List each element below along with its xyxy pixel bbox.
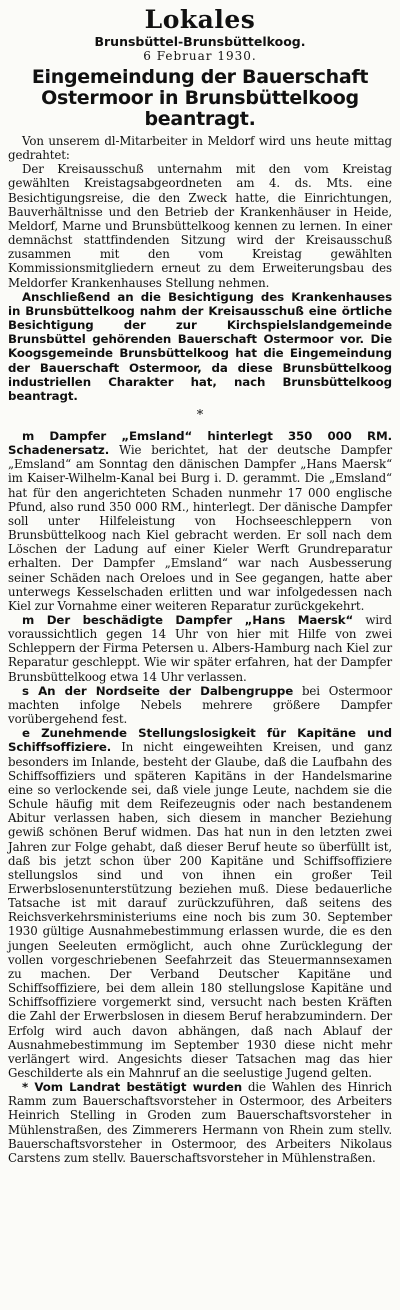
news-item — [8, 1080, 392, 1165]
article-paragraph — [8, 162, 392, 289]
news-item-lead: * Vom Landrat bestätigt wurden — [22, 1080, 243, 1095]
news-item-lead: m Der beschädigte Dampfer „Hans Maersk“ — [22, 613, 354, 627]
paragraph-lead: Anschließend an die Besichtigung des Krankenhauses in Brunsbüttelkoog nahm der Kreisausschuß eine örtliche Besichtigung der zur Kirchspielslandgemeinde Brunsbüttel gehörenden Bauerschaft Ostermoor vor. Die Koogsgemeinde Brunsbüttelkoog hat die Eingemeindung der Bauerschaft Ostermoor, da diese Brunsbüttelkoog industriellen Charakter hat, nach Brunsbüttelkoog beantragt. — [8, 289, 392, 403]
paragraph-text: Von unserem dl-Mitarbeiter in Meldorf wird uns heute mittag gedrahtet: — [8, 134, 392, 163]
news-item-text: wird voraussichtlich gegen 14 Uhr von hier mit Hilfe von zwei Schleppern der Firma Petersen u. Albers-Hamburg nach Kiel zur Reparatur geschleppt. Wie wir später erfahren, hat der Dampfer Brunsbüttelkoog etwa 14 Uhr verlassen. — [8, 613, 392, 684]
section-masthead: Lokales — [144, 5, 256, 34]
news-item-text: die Wahlen des Hinrich Ramm zum Bauerschaftsvorsteher in Ostermoor, des Arbeiters Heinrich Stelling in Groden zum Bauerschaftsvorsteher in Mühlenstraßen, des Zimmerers Hermann von Rhein zum stellv. Bauerschaftsvorsteher in Ostermoor, des Arbeiters Nikolaus Carstens zum stellv. Bauerschaftsvorsteher in Mühlenstraßen. — [8, 1080, 392, 1165]
news-item — [8, 613, 392, 684]
news-item — [8, 684, 392, 726]
section-separator: * — [196, 407, 204, 423]
news-item-text: In nicht eingeweihten Kreisen, und ganz besonders im Inlande, besteht der Glaube, daß die Laufbahn des Schiffsoffiziers und späteren Kapitäns in der Handelsmarine eine so verlockende sei, daß viele junge Leute, nachdem sie die Schule häufig mit dem Reifezeugnis oder nach bestandenem Abitur verlassen haben, sich diesem in mancher Beziehung gewiß schönen Beruf widmen. Das hat nun in den letzten zwei Jahren zur Folge gehabt, daß dieser Beruf heute so überfüllt ist, daß bis jetzt schon über 200 Kapitäne und Schiffsoffiziere stellungslos sind und von ihnen ein großer Teil Erwerbslosenunterstützung beziehen muß. Diese bedauerliche Tatsache ist mit darauf zurückzuführen, daß seitens des Reichsverkehrsministeriums eine noch bis zum 30. September 1930 gültige Ausnahmebestimmung erlassen wurde, die es den jungen Seeleuten ermöglicht, auch ohne Zurücklegung der vollen vorgeschriebenen Seefahrzeit das Steuermannsexamen zu machen. Der Verband Deutscher Kapitäne und Schiffsoffiziere, bei dem allein 180 stellungslose Kapitäne und Schiffsoffiziere vorgemerkt sind, versucht nach besten Kräften die Zahl der Erwerbslosen in diesem Beruf herabzumindern. Der Erfolg wird auch davon abhängen, daß nach Ablauf der Ausnahmebestimmung im September 1930 diese nicht mehr verlängert wird. Angesichts dieser Tatsachen mag das hier Geschilderte als ein Mahnruf an die seelustige Jugend gelten. — [8, 740, 392, 1080]
dateline: 6 Februar 1930. — [143, 49, 257, 63]
news-item — [8, 726, 392, 1080]
section-subhead: Brunsbüttel-Brunsbüttelkoog. — [94, 34, 306, 49]
news-item-text: bei Ostermoor machten infolge Nebels mehrere größere Dampfer vorübergehend fest. — [8, 683, 392, 727]
article-paragraph — [8, 134, 392, 162]
paragraph-text: Der Kreisausschuß unternahm mit den vom Kreistag gewählten Kreistagsabgeordneten am 4. ds. Mts. eine Besichtigungsreise, die den Zweck hatte, die Einrichtungen, Bauverhältnisse und den Betrieb der Krankenhäuser in Heide, Meldorf, Marne und Brunsbüttelkoog kennen zu lernen. In einer demnächst stattfindenden Sitzung wird der Kreisausschuß zusammen mit den vom Kreistag gewählten Kommissionsmitgliedern erneut zu dem Erweiterungsbau des Meldorfer Krankenhauses Stellung nehmen. — [8, 162, 392, 290]
news-item-lead: s An der Nordseite der Dalbengruppe — [22, 683, 294, 698]
article-paragraph — [8, 290, 392, 403]
news-item-lead: e Zunehmende Stellungslosigkeit für Kapitäne und Schiffsoffiziere. — [8, 726, 392, 755]
news-item-text: Wie berichtet, hat der deutsche Dampfer „Emsland“ am Sonntag den dänischen Dampfer „Hans Maersk“ im Kaiser-Wilhelm-Kanal bei Burg i. D. gerammt. Die „Emsland“ hat für den angerichteten Schaden nunmehr 17 000 englische Pfund, also rund 350 000 RM., hinterlegt. Der dänische Dampfer soll unter Hilfeleistung von Hochseeschleppern von Brunsbüttelkoog nach Kiel gebracht werden. Er soll nach dem Löschen der Ladung auf einer Kieler Werft Grundreparatur erhalten. Der Dampfer „Emsland“ war nach Ausbesserung seiner Schäden nach Oreloes und in See gegangen, hatte aber unterwegs Kesselschaden erlitten und war infolgedessen nach Kiel zur Vornahme einer weiteren Reparatur zurückgekehrt. — [8, 443, 392, 613]
news-item-lead: m Dampfer „Emsland“ hinterlegt 350 000 RM. Schadenersatz. — [8, 428, 392, 458]
article-headline: Eingemeindung der Bauerschaft Ostermoor in Brunsbüttelkoog beantragt. — [31, 66, 369, 130]
news-item — [8, 429, 392, 613]
